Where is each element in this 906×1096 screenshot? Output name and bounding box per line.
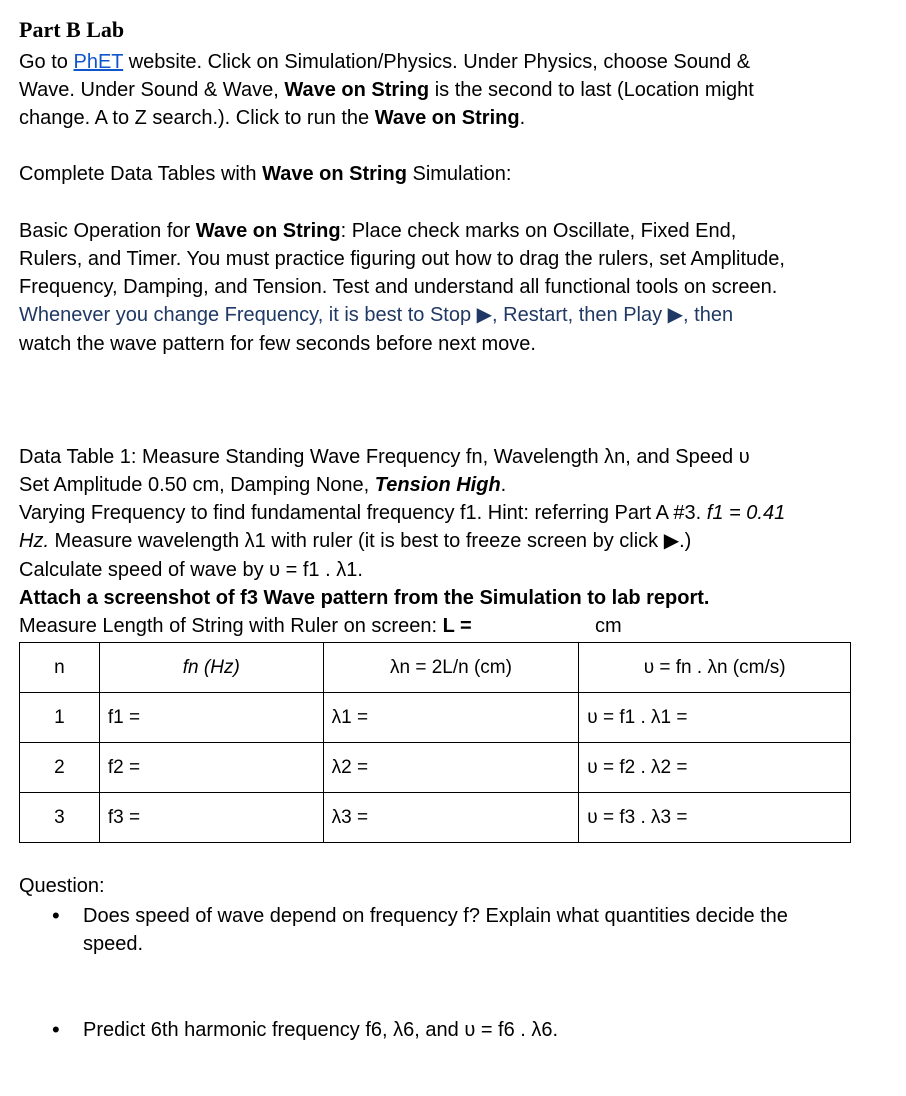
wavelength-cell[interactable]: λ1 = (323, 693, 579, 743)
basic-line-2: Rulers, and Timer. You must practice figuring out how to drag the rulers, set Amplitude, (19, 248, 785, 270)
tension-high: Tension High (374, 474, 501, 496)
hint-unit: Hz. (19, 530, 49, 552)
sim-name: Wave on String (195, 220, 341, 242)
data-table-1 (19, 642, 851, 843)
intro-text: change. A to Z search.). Click to run the (19, 107, 375, 129)
wavelength-cell[interactable]: λ3 = (323, 793, 579, 843)
table1-vary-1 (19, 499, 785, 527)
intro-text: is the second to last (Location might (429, 79, 754, 101)
basic-text: : Place check marks on Oscillate, Fixed End, (340, 220, 737, 242)
length-label: L = (442, 615, 472, 637)
table1-heading: Data Table 1: Measure Standing Wave Frequency fn, Wavelength λn, and Speed υ (19, 446, 750, 468)
intro-text: website. Click on Simulation/Physics. Under Physics, choose Sound & (123, 51, 751, 73)
table1-vary-2 (19, 527, 691, 555)
complete-text: Simulation: (406, 163, 512, 185)
settings-text: Set Amplitude 0.50 cm, Damping None, (19, 474, 375, 496)
row-n: 3 (20, 793, 100, 843)
page-title: Part B Lab (19, 17, 125, 42)
table1-attach: Attach a screenshot of f3 Wave pattern from the Simulation to lab report. (19, 587, 710, 609)
complete-text: Complete Data Tables with (19, 163, 263, 185)
measure-text: Measure Length of String with Ruler on screen: (19, 615, 443, 637)
row-n: 1 (20, 693, 100, 743)
hint-value: f1 = 0.41 (706, 502, 786, 524)
complete-instruction (19, 160, 511, 188)
header-wavelength: λn = 2L/n (cm) (323, 643, 579, 693)
header-frequency: fn (Hz) (99, 643, 323, 693)
intro-text: Wave. Under Sound & Wave, (19, 79, 285, 101)
frequency-cell[interactable]: f2 = (99, 743, 323, 793)
basic-line-5: watch the wave pattern for few seconds before next move. (19, 333, 536, 355)
intro-line-2 (19, 76, 754, 104)
basic-line-4: Whenever you change Frequency, it is best to Stop ▶, Restart, then Play ▶, then (19, 304, 734, 326)
basic-line-3: Frequency, Damping, and Tension. Test and understand all functional tools on screen. (19, 276, 778, 298)
table-header-row (20, 643, 851, 693)
measure-unit: cm (595, 615, 622, 637)
table1-settings (19, 471, 506, 499)
settings-text: . (500, 474, 507, 496)
table1-calc: Calculate speed of wave by υ = f1 . λ1. (19, 559, 363, 581)
table-row (20, 693, 851, 743)
header-speed: υ = fn . λn (cm/s) (579, 643, 851, 693)
sim-name: Wave on String (262, 163, 407, 185)
vary-text: Varying Frequency to find fundamental frequency f1. Hint: referring Part A #3. (19, 502, 707, 524)
frequency-cell[interactable]: f1 = (99, 693, 323, 743)
intro-text: . (519, 107, 526, 129)
speed-cell[interactable]: υ = f1 . λ1 = (579, 693, 851, 743)
frequency-cell[interactable]: f3 = (99, 793, 323, 843)
intro-line-3 (19, 104, 525, 132)
table-row (20, 743, 851, 793)
question-1-line-1: Does speed of wave depend on frequency f? Explain what quantities decide the (83, 905, 788, 927)
basic-line-1 (19, 217, 736, 245)
bullet-icon: • (52, 903, 60, 928)
question-1-line-2: speed. (83, 933, 144, 955)
question-label: Question: (19, 875, 105, 897)
phet-link[interactable]: PhET (73, 51, 124, 73)
basic-text: Basic Operation for (19, 220, 196, 242)
intro-line-1 (19, 48, 750, 76)
vary-text: Measure wavelength λ1 with ruler (it is best to freeze screen by click ▶.) (49, 530, 692, 552)
wavelength-cell[interactable]: λ2 = (323, 743, 579, 793)
question-2: Predict 6th harmonic frequency f6, λ6, and υ = f6 . λ6. (83, 1019, 559, 1041)
speed-cell[interactable]: υ = f2 . λ2 = (579, 743, 851, 793)
sim-name: Wave on String (284, 79, 430, 101)
intro-text: Go to (19, 51, 74, 73)
header-n: n (20, 643, 100, 693)
sim-name: Wave on String (374, 107, 520, 129)
row-n: 2 (20, 743, 100, 793)
table-row (20, 793, 851, 843)
speed-cell[interactable]: υ = f3 . λ3 = (579, 793, 851, 843)
table1-measure (19, 612, 472, 640)
bullet-icon: • (52, 1017, 60, 1042)
